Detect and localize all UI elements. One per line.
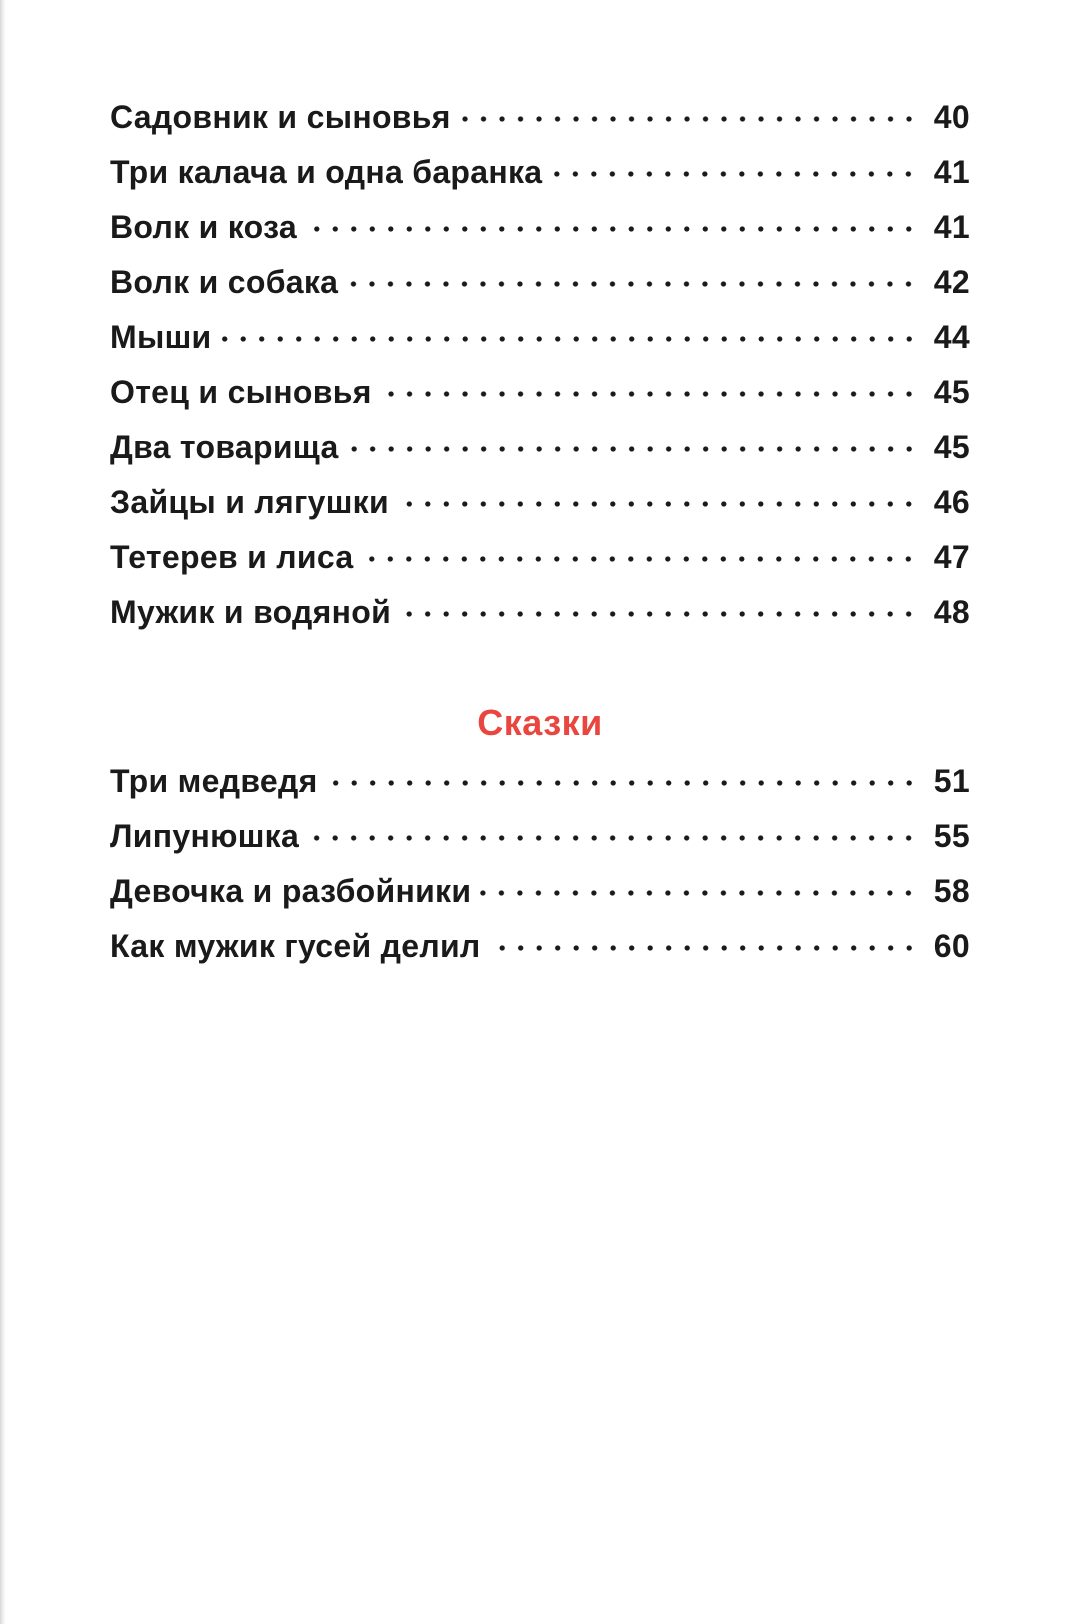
dot-leader <box>457 94 918 128</box>
toc-entry-page: 42 <box>933 264 970 300</box>
toc-entry-page: 58 <box>933 873 970 909</box>
dot-leader <box>395 479 918 513</box>
page-binding-edge <box>0 0 6 1624</box>
toc-entry-page: 47 <box>933 539 970 575</box>
toc-entry <box>110 534 970 589</box>
dot-leader <box>305 813 918 847</box>
toc-entry-page: 60 <box>933 928 970 964</box>
toc-entry-title: Зайцы и лягушки <box>110 484 389 520</box>
toc-list-tales <box>110 758 970 978</box>
section-heading: Сказки <box>477 702 603 743</box>
dot-leader <box>345 424 918 458</box>
toc-entry <box>110 424 970 479</box>
toc-entry-page: 45 <box>933 374 970 410</box>
toc-entry <box>110 868 970 923</box>
toc-entry-title: Два товарища <box>110 429 339 465</box>
toc-entry <box>110 813 970 868</box>
toc-entry <box>110 758 970 813</box>
toc-entry <box>110 479 970 534</box>
toc-list-fables <box>110 94 970 644</box>
toc-entry <box>110 923 970 978</box>
dot-leader <box>397 589 918 623</box>
toc-entry <box>110 259 970 314</box>
toc-entry-title: Тетерев и лиса <box>110 539 354 575</box>
toc-entry <box>110 149 970 204</box>
dot-leader <box>344 259 918 293</box>
toc-entry-title: Волк и коза <box>110 209 297 245</box>
dot-leader <box>303 204 918 238</box>
toc-entry-title: Садовник и сыновья <box>110 99 451 135</box>
toc-entry-page: 45 <box>933 429 970 465</box>
toc-entry <box>110 589 970 644</box>
toc-entry <box>110 369 970 424</box>
dot-leader <box>477 868 918 902</box>
toc-entry-title: Мужик и водяной <box>110 594 392 630</box>
dot-leader <box>548 149 918 183</box>
toc-entry-page: 51 <box>933 763 970 799</box>
toc-entry-title: Три калача и одна баранка <box>110 154 543 190</box>
toc-entry-title: Мыши <box>110 319 212 355</box>
toc-entry <box>110 204 970 259</box>
dot-leader <box>359 534 918 568</box>
dot-leader <box>487 923 918 957</box>
dot-leader <box>378 369 918 403</box>
toc-entry-title: Три медведя <box>110 763 318 799</box>
toc-entry <box>110 314 970 369</box>
dot-leader <box>324 758 918 792</box>
toc-entry-page: 44 <box>933 319 970 355</box>
toc-entry-page: 41 <box>933 154 970 190</box>
toc-entry <box>110 94 970 149</box>
dot-leader <box>218 314 918 348</box>
toc-entry-title: Отец и сыновья <box>110 374 372 410</box>
toc-entry-title: Липунюшка <box>110 818 300 854</box>
toc-entry-page: 40 <box>933 99 970 135</box>
toc-entry-title: Как мужик гусей делил <box>110 928 481 964</box>
toc-entry-page: 48 <box>933 594 970 630</box>
toc-entry-page: 55 <box>933 818 970 854</box>
toc-entry-page: 41 <box>933 209 970 245</box>
toc-entry-title: Девочка и разбойники <box>110 873 472 909</box>
toc-entry-title: Волк и собака <box>110 264 339 300</box>
toc-entry-page: 46 <box>933 484 970 520</box>
